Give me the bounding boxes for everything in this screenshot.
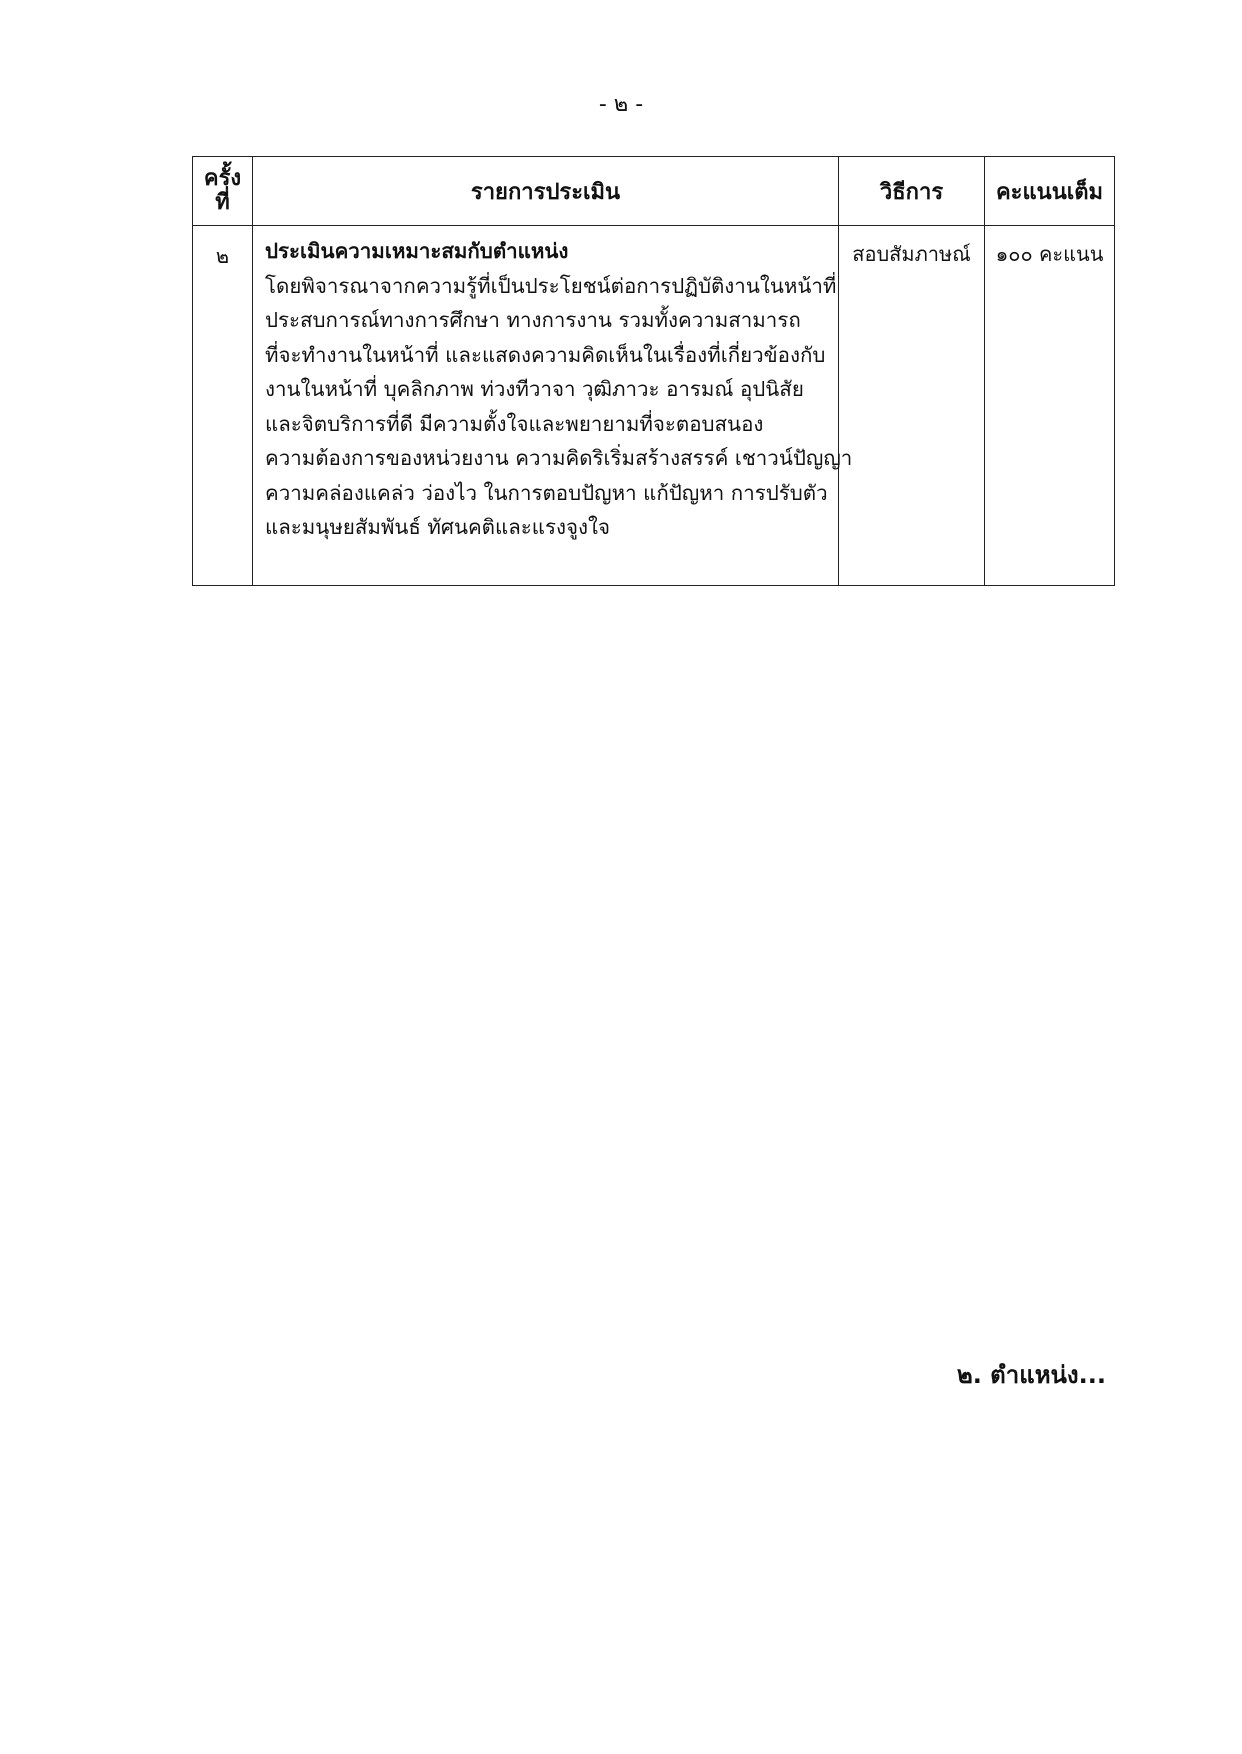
page-number: - ๒ - — [598, 92, 644, 117]
assessment-item-line: ประสบการณ์ทางการศึกษา ทางการงาน รวมทั้งความสามารถ — [265, 308, 801, 332]
assessment-item-line: ความต้องการของหน่วยงาน ความคิดริเริ่มสร้างสรรค์ เชาวน์ปัญญา — [265, 446, 853, 470]
assessment-item — [253, 226, 853, 586]
assessment-item-line: ความคล่องแคล่ว ว่องไว ในการตอบปัญหา แก้ปัญหา การปรับตัว — [265, 480, 828, 505]
assessment-item-line: งานในหน้าที่ บุคลิกภาพ ท่วงทีวาจา วุฒิภาวะ อารมณ์ อุปนิสัย — [265, 377, 804, 401]
assessment-item-line: โดยพิจารณาจากความรู้ที่เป็นประโยชน์ต่อการปฏิบัติงานในหน้าที่ — [265, 273, 837, 298]
header-score: คะแนนเต็ม — [985, 157, 1115, 226]
assessment-method: สอบสัมภาษณ์ — [839, 226, 985, 586]
assessment-item-title: ประเมินความเหมาะสมกับตำแหน่ง — [265, 239, 569, 263]
continuation-marker: ๒. ตำแหน่ง... — [956, 1361, 1106, 1389]
header-round-line2: ที่ — [215, 190, 230, 215]
full-score: ๑๐๐ คะแนน — [985, 226, 1115, 586]
round-number: ๒ — [193, 226, 253, 586]
assessment-item-line: และจิตบริการที่ดี มีความตั้งใจและพยายามที่จะตอบสนอง — [265, 411, 764, 436]
assessment-table — [192, 156, 1115, 586]
table-header-row — [193, 157, 1115, 226]
header-round-line1: ครั้ง — [203, 166, 242, 191]
header-item: รายการประเมิน — [253, 157, 839, 226]
header-round — [193, 157, 253, 226]
assessment-item-line: และมนุษยสัมพันธ์ ทัศนคติและแรงจูงใจ — [265, 515, 611, 539]
header-method: วิธีการ — [839, 157, 985, 226]
assessment-item-line: ที่จะทำงานในหน้าที่ และแสดงความคิดเห็นในเรื่องที่เกี่ยวข้องกับ — [265, 342, 826, 367]
table-row — [193, 226, 1115, 586]
